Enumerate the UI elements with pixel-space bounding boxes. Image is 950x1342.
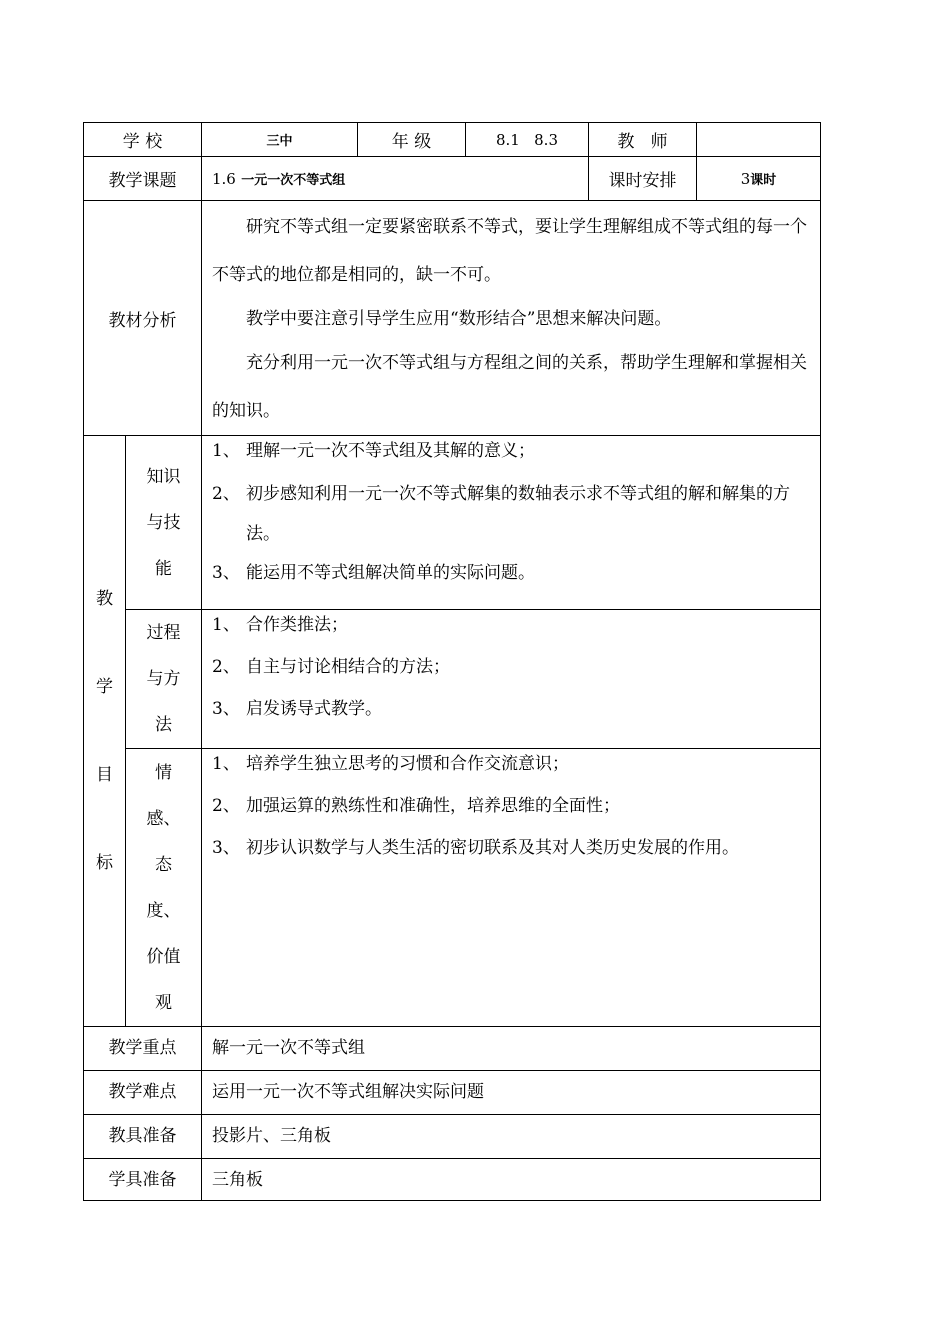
process-label-line-2: 与方 [146,669,181,689]
emotion-label-line-3: 态 [155,854,172,875]
emotion-content [202,749,821,1027]
objectives-char-4: 标 [96,853,113,873]
emotion-item-2: 2、 加强运算的熟练性和准确性，培养思维的全面性； [212,796,620,816]
emotion-item-3: 3、 初步认识数学与人类生活的密切联系及其对人类历史发展的作用。 [212,838,739,858]
student-tools-row [84,1159,821,1201]
process-label [126,610,202,749]
hours-number: 3 [740,170,751,188]
emotion-label-line-6: 观 [155,992,172,1013]
emotion-label [126,749,202,1027]
knowledge-item-3: 3、 能运用不等式组解决简单的实际问题。 [212,563,535,583]
key-point-row [84,1027,821,1071]
student-tools-value: 三角板 [202,1159,821,1201]
topic-title: 一元一次不等式组 [241,172,346,188]
grade-label: 年 级 [358,123,466,157]
key-point-value: 解一元一次不等式组 [202,1027,821,1071]
topic-number: 1.6 [212,169,236,188]
objectives-char-2: 学 [96,677,113,697]
teaching-tools-row [84,1115,821,1159]
student-tools-label: 学具准备 [84,1159,202,1201]
teacher-label: 教 师 [589,123,697,157]
teaching-tools-value: 投影片、三角板 [202,1115,821,1159]
hours-unit: 课时 [750,173,777,188]
school-label: 学 校 [84,123,202,157]
analysis-content [202,201,821,436]
difficulty-row [84,1071,821,1115]
knowledge-item-2: 2、 初步感知利用一元一次不等式解集的数轴表示求不等式组的解和解集的方法。 [212,484,790,544]
topic-value [202,157,589,201]
process-content [202,610,821,749]
knowledge-label-line-3: 能 [155,558,172,579]
knowledge-item-1: 1、 理解一元一次不等式组及其解的意义； [212,441,535,461]
knowledge-content [202,436,821,610]
knowledge-row [84,436,821,610]
objectives-label [84,436,126,1027]
key-point-label: 教学重点 [84,1027,202,1071]
emotion-label-line-5: 价值 [146,946,181,967]
emotion-row [84,749,821,1027]
difficulty-label: 教学难点 [84,1071,202,1115]
knowledge-label [126,436,202,610]
objectives-char-3: 目 [96,765,113,785]
teacher-value [697,123,821,157]
topic-row [84,157,821,201]
schedule-label: 课时安排 [589,157,697,201]
schedule-value [697,157,821,201]
knowledge-label-line-1: 知识 [146,466,181,487]
analysis-paragraph-1: 研究不等式组一定要紧密联系不等式，要让学生理解组成不等式组的每一个不等式的地位都是相同的，缺一不可。 [212,217,807,285]
process-item-2: 2、 自主与讨论相结合的方法； [212,657,450,677]
knowledge-label-line-2: 与技 [146,512,181,533]
header-row [84,123,821,157]
analysis-paragraph-2: 教学中要注意引导学生应用“数形结合”思想来解决问题。 [246,309,672,329]
process-item-1: 1、 合作类推法； [212,615,348,635]
emotion-item-1: 1、 培养学生独立思考的习惯和合作交流意识； [212,754,569,774]
difficulty-value: 运用一元一次不等式组解决实际问题 [202,1071,821,1115]
emotion-label-line-1: 情 [155,762,172,783]
grade-value: 8.1 8.3 [466,123,589,157]
objectives-char-1: 教 [96,589,113,609]
analysis-row [84,201,821,436]
emotion-label-line-4: 度、 [146,900,181,921]
process-item-3: 3、 启发诱导式教学。 [212,699,382,719]
emotion-label-line-2: 感、 [146,808,181,829]
analysis-paragraph-3: 充分利用一元一次不等式组与方程组之间的关系，帮助学生理解和掌握相关的知识。 [212,353,807,421]
lesson-plan-table [83,122,821,1201]
process-label-line-1: 过程 [146,623,181,643]
analysis-label: 教材分析 [84,201,202,436]
process-label-line-3: 法 [155,715,172,735]
teaching-tools-label: 教具准备 [84,1115,202,1159]
process-row [84,610,821,749]
school-value: 三中 [202,123,358,157]
topic-label: 教学课题 [84,157,202,201]
